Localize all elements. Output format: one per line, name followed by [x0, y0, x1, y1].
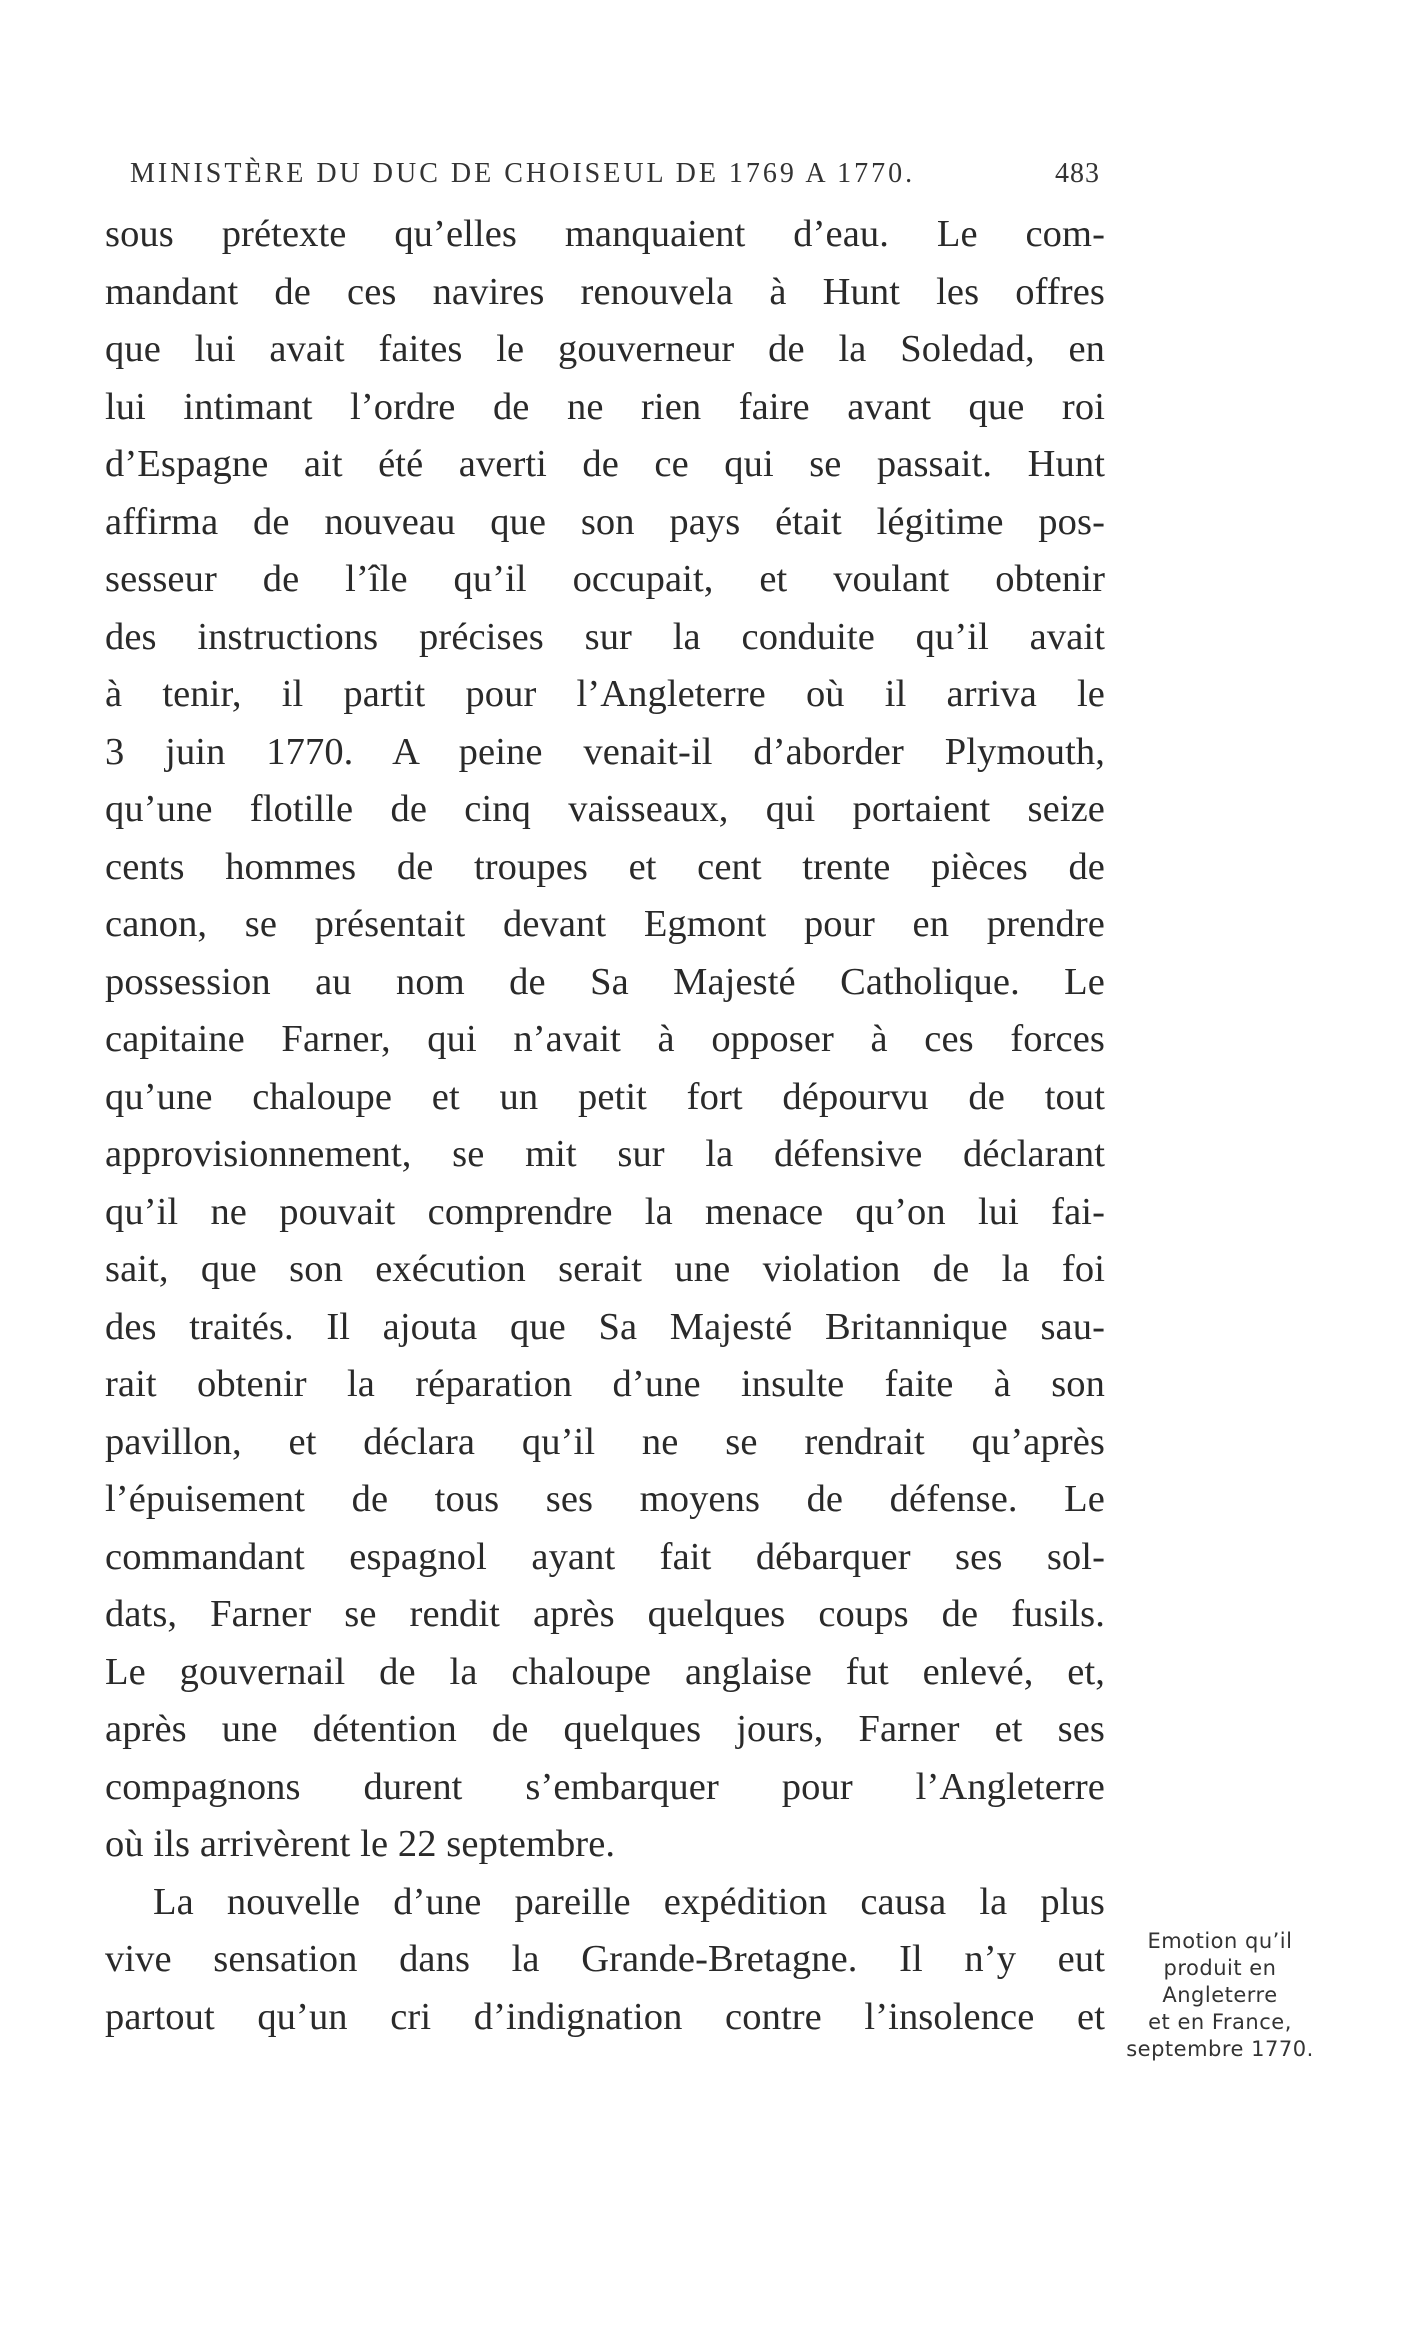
- text-line: Le gouvernail de la chaloupe anglaise fut enlevé, et,: [105, 1650, 1105, 1693]
- text-line: 3 juin 1770. A peine venait-il d’aborder Plymouth,: [105, 730, 1105, 773]
- text-line: sesseur de l’île qu’il occupait, et voulant obtenir: [105, 558, 1105, 600]
- text-line: vive sensation dans la Grande-Bretagne. Il n’y eut: [105, 1938, 1105, 1980]
- page-number: 483: [1055, 158, 1100, 189]
- marginal-note-line: et en France,: [1148, 2010, 1292, 2034]
- marginal-note-line: Emotion qu’il: [1147, 1929, 1293, 1953]
- text-line: après une détention de quelques jours, Farner et ses: [105, 1708, 1105, 1750]
- text-line: lui intimant l’ordre de ne rien faire avant que roi: [105, 385, 1105, 428]
- text-line: des instructions précises sur la conduite qu’il avait: [105, 615, 1105, 658]
- text-line: des traités. Il ajouta que Sa Majesté Britannique sau-: [105, 1305, 1105, 1348]
- text-line: approvisionnement, se mit sur la défensive déclarant: [105, 1133, 1105, 1175]
- text-line: que lui avait faites le gouverneur de la Soledad, en: [105, 328, 1105, 370]
- text-line: où ils arrivèrent le 22 septembre.: [105, 1823, 616, 1865]
- text-line: rait obtenir la réparation d’une insulte faite à son: [105, 1363, 1105, 1405]
- text-line: capitaine Farner, qui n’avait à opposer à ces forces: [105, 1018, 1105, 1060]
- text-line: d’Espagne ait été averti de ce qui se passait. Hunt: [105, 443, 1105, 485]
- running-head-title: MINISTÈRE DU DUC DE CHOISEUL DE 1769 A 1770.: [130, 158, 916, 189]
- text-line: partout qu’un cri d’indignation contre l’insolence et: [105, 1995, 1105, 2038]
- marginal-note-line: produit en: [1163, 1956, 1277, 1980]
- text-line: pavillon, et déclara qu’il ne se rendrait qu’après: [105, 1420, 1105, 1463]
- text-line: affirma de nouveau que son pays était légitime pos-: [105, 500, 1105, 543]
- text-line: compagnons durent s’embarquer pour l’Angleterre: [105, 1765, 1105, 1808]
- text-line: sait, que son exécution serait une violation de la foi: [105, 1248, 1105, 1290]
- marginal-note: [1120, 1928, 1320, 2063]
- text-line: l’épuisement de tous ses moyens de défense. Le: [105, 1478, 1105, 1520]
- text-line: à tenir, il partit pour l’Angleterre où il arriva le: [105, 673, 1105, 715]
- text-line: qu’il ne pouvait comprendre la menace qu’on lui fai-: [105, 1190, 1105, 1233]
- running-head: [130, 158, 1100, 198]
- marginal-note-line: Angleterre: [1162, 1983, 1278, 2007]
- text-line: commandant espagnol ayant fait débarquer ses sol-: [105, 1535, 1105, 1578]
- text-line: qu’une flotille de cinq vaisseaux, qui portaient seize: [105, 788, 1105, 830]
- text-line: qu’une chaloupe et un petit fort dépourvu de tout: [105, 1075, 1105, 1118]
- text-line: La nouvelle d’une pareille expédition causa la plus: [153, 1880, 1105, 1923]
- text-line: dats, Farner se rendit après quelques coups de fusils.: [105, 1593, 1105, 1635]
- text-line: possession au nom de Sa Majesté Catholique. Le: [105, 960, 1105, 1003]
- text-line: cents hommes de troupes et cent trente pièces de: [105, 845, 1105, 888]
- text-line: sous prétexte qu’elles manquaient d’eau. Le com-: [105, 213, 1105, 255]
- text-line: mandant de ces navires renouvela à Hunt les offres: [105, 270, 1105, 313]
- text-line: canon, se présentait devant Egmont pour en prendre: [105, 903, 1105, 945]
- body-text: [105, 206, 1105, 2046]
- marginal-note-line: septembre 1770.: [1126, 2037, 1314, 2061]
